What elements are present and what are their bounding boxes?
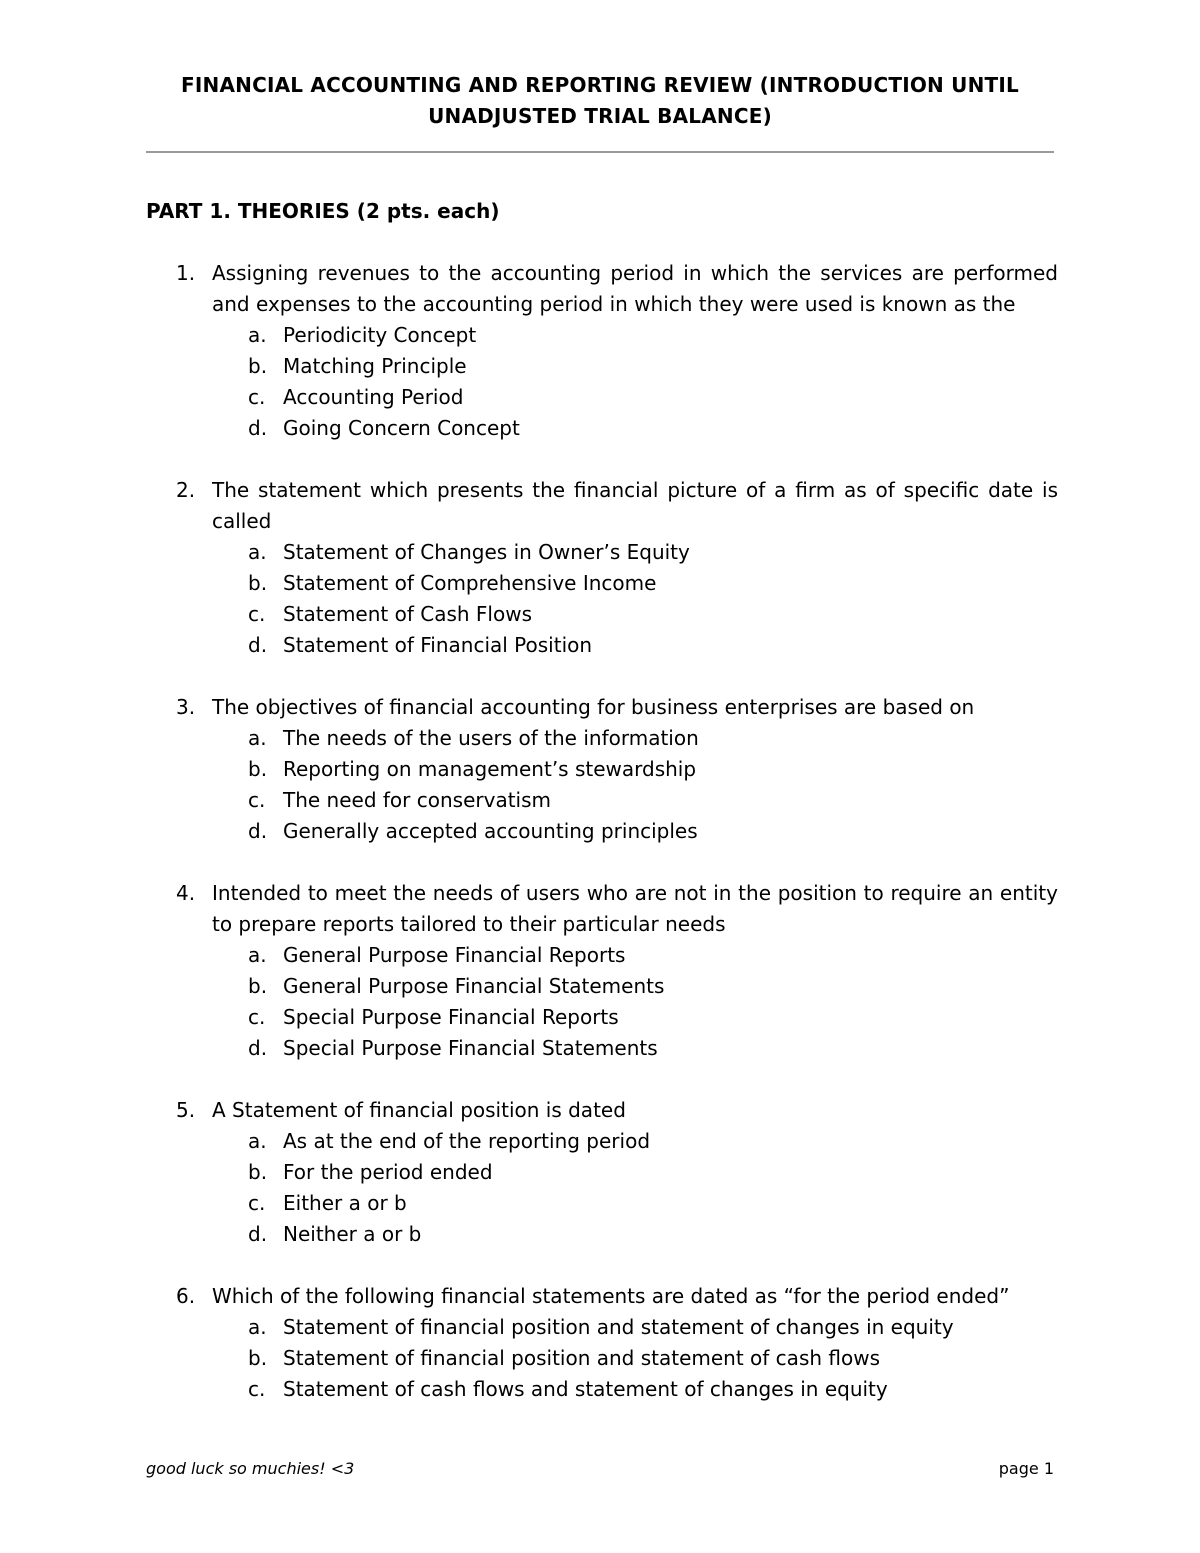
choice-item: [212, 1002, 1058, 1033]
question-item: [146, 692, 1058, 847]
choice-text: Either a or b: [283, 1191, 407, 1215]
choice-text: Special Purpose Financial Statements: [283, 1036, 658, 1060]
question-item: [146, 878, 1058, 1064]
choice-text: General Purpose Financial Reports: [283, 943, 626, 967]
choice-letter: b.: [248, 974, 268, 998]
choice-text: Generally accepted accounting principles: [283, 819, 698, 843]
choice-letter: a.: [248, 1129, 267, 1153]
question-number: 4.: [176, 881, 196, 905]
title-line-2: UNADJUSTED TRIAL BALANCE): [428, 104, 772, 128]
choice-item: [212, 1033, 1058, 1064]
choice-item: [212, 1157, 1058, 1188]
choice-letter: c.: [248, 1191, 266, 1215]
question-item: [146, 475, 1058, 661]
choice-letter: b.: [248, 354, 268, 378]
question-number: 5.: [176, 1098, 196, 1122]
choice-letter: b.: [248, 571, 268, 595]
part-heading: PART 1. THEORIES (2 pts. each): [146, 199, 500, 223]
choice-list: [212, 1126, 1058, 1250]
choice-letter: c.: [248, 602, 266, 626]
choice-item: [212, 940, 1058, 971]
choice-item: [212, 816, 1058, 847]
title-line-1: FINANCIAL ACCOUNTING AND REPORTING REVIEW (INTRODUCTION UNTIL: [181, 73, 1019, 97]
choice-text: The need for conservatism: [283, 788, 551, 812]
question-number: 3.: [176, 695, 196, 719]
choice-text: Reporting on management’s stewardship: [283, 757, 697, 781]
choice-list: [212, 940, 1058, 1064]
choice-item: [212, 1374, 1058, 1405]
question-list: [146, 258, 1058, 1436]
choice-letter: d.: [248, 1036, 268, 1060]
choice-list: [212, 1312, 1058, 1405]
choice-item: [212, 537, 1058, 568]
question-number: 2.: [176, 478, 196, 502]
choice-text: Statement of Comprehensive Income: [283, 571, 657, 595]
choice-text: Special Purpose Financial Reports: [283, 1005, 619, 1029]
document-title: [146, 70, 1054, 132]
choice-text: The needs of the users of the information: [283, 726, 699, 750]
page-number: page 1: [998, 1459, 1054, 1478]
choice-text: Matching Principle: [283, 354, 467, 378]
choice-text: General Purpose Financial Statements: [283, 974, 665, 998]
choice-list: [212, 723, 1058, 847]
choice-letter: d.: [248, 1222, 268, 1246]
question-item: [146, 1281, 1058, 1405]
choice-item: [212, 599, 1058, 630]
question-text: The objectives of financial accounting for business enterprises are based on: [212, 695, 975, 719]
choice-item: [212, 1219, 1058, 1250]
title-divider: [146, 151, 1054, 153]
question-text: Assigning revenues to the accounting period in which the services are performed and expenses to the accounting period in which they were used is known as the: [212, 261, 1058, 316]
question-number: 6.: [176, 1284, 196, 1308]
choice-text: Statement of Changes in Owner’s Equity: [283, 540, 690, 564]
choice-item: [212, 971, 1058, 1002]
choice-item: [212, 568, 1058, 599]
choice-item: [212, 1343, 1058, 1374]
choice-text: Statement of cash flows and statement of changes in equity: [283, 1377, 888, 1401]
question-text: Intended to meet the needs of users who are not in the position to require an entity to prepare reports tailored to their particular needs: [212, 881, 1058, 936]
choice-letter: c.: [248, 385, 266, 409]
choice-text: Statement of Cash Flows: [283, 602, 532, 626]
question-number: 1.: [176, 261, 196, 285]
choice-item: [212, 1312, 1058, 1343]
choice-text: As at the end of the reporting period: [283, 1129, 651, 1153]
choice-letter: d.: [248, 633, 268, 657]
choice-letter: d.: [248, 819, 268, 843]
choice-letter: b.: [248, 1160, 268, 1184]
choice-item: [212, 785, 1058, 816]
choice-letter: a.: [248, 540, 267, 564]
choice-text: Neither a or b: [283, 1222, 422, 1246]
choice-list: [212, 537, 1058, 661]
choice-text: Statement of Financial Position: [283, 633, 593, 657]
choice-letter: c.: [248, 788, 266, 812]
choice-letter: a.: [248, 943, 267, 967]
choice-item: [212, 382, 1058, 413]
choice-letter: b.: [248, 1346, 268, 1370]
question-item: [146, 258, 1058, 444]
choice-list: [212, 320, 1058, 444]
choice-letter: c.: [248, 1377, 266, 1401]
choice-item: [212, 413, 1058, 444]
choice-letter: d.: [248, 416, 268, 440]
choice-item: [212, 754, 1058, 785]
choice-text: Going Concern Concept: [283, 416, 520, 440]
choice-text: Accounting Period: [283, 385, 464, 409]
choice-text: Statement of financial position and statement of cash flows: [283, 1346, 881, 1370]
choice-text: Periodicity Concept: [283, 323, 477, 347]
footer-note: good luck so muchies! <3: [146, 1459, 355, 1478]
choice-item: [212, 630, 1058, 661]
choice-text: Statement of financial position and statement of changes in equity: [283, 1315, 954, 1339]
choice-item: [212, 1126, 1058, 1157]
choice-letter: c.: [248, 1005, 266, 1029]
question-text: A Statement of financial position is dated: [212, 1098, 626, 1122]
question-text: The statement which presents the financial picture of a firm as of specific date is called: [212, 478, 1058, 533]
choice-item: [212, 351, 1058, 382]
question-item: [146, 1095, 1058, 1250]
choice-text: For the period ended: [283, 1160, 493, 1184]
choice-letter: b.: [248, 757, 268, 781]
choice-letter: a.: [248, 726, 267, 750]
choice-letter: a.: [248, 323, 267, 347]
question-text: Which of the following financial statements are dated as “for the period ended”: [212, 1284, 1010, 1308]
choice-item: [212, 1188, 1058, 1219]
choice-item: [212, 723, 1058, 754]
choice-item: [212, 320, 1058, 351]
choice-letter: a.: [248, 1315, 267, 1339]
